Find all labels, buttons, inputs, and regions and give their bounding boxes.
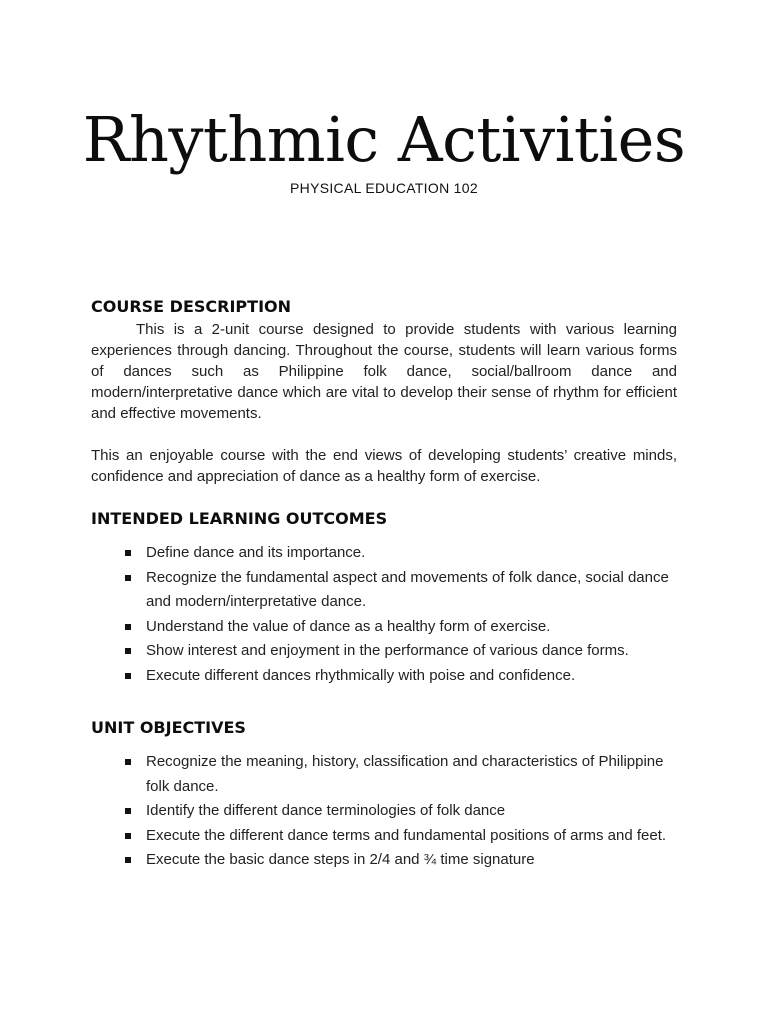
square-bullet-icon (125, 550, 131, 556)
document-body (91, 295, 677, 873)
course-description-heading: COURSE DESCRIPTION (91, 297, 292, 316)
list-item-text: Execute different dances rhythmically with poise and confidence. (146, 666, 576, 684)
list-item (91, 615, 677, 640)
square-bullet-icon (125, 648, 131, 654)
unit-objectives-section (91, 716, 677, 873)
square-bullet-icon (125, 673, 131, 679)
list-item (91, 848, 677, 873)
list-item (91, 750, 677, 799)
unit-objectives-heading: UNIT OBJECTIVES (91, 718, 246, 737)
list-item-text: Identify the different dance terminologies of folk dance (146, 802, 506, 819)
list-item-text: Understand the value of dance as a healthy form of exercise. (146, 617, 551, 635)
square-bullet-icon (125, 624, 131, 630)
unit-objectives-list (91, 750, 677, 873)
learning-outcomes-heading: INTENDED LEARNING OUTCOMES (91, 509, 388, 528)
list-item-text: Execute the basic dance steps in 2/4 and ¾ time signature (146, 851, 535, 868)
list-item-text: Show interest and enjoyment in the performance of various dance forms. (146, 642, 629, 659)
square-bullet-icon (125, 759, 131, 765)
course-description-section (91, 295, 677, 487)
square-bullet-icon (125, 575, 131, 581)
list-item (91, 799, 677, 824)
list-item-text: Execute the different dance terms and fundamental positions of arms and feet. (146, 826, 667, 844)
document-subtitle: PHYSICAL EDUCATION 102 (290, 180, 478, 196)
square-bullet-icon (125, 857, 131, 863)
list-item (91, 541, 677, 566)
list-item (91, 824, 677, 849)
course-description-paragraph-1: This is a 2-unit course designed to provide students with various learning experiences through dancing. Throughout the course, students will learn various forms of dances such as Philippine folk dance, social/ballroom dance and modern/interpretative dance which are vital to develop their sense of rhythm for efficient and effective movements. (91, 321, 677, 422)
square-bullet-icon (125, 808, 131, 814)
learning-outcomes-list (91, 541, 677, 688)
list-item (91, 566, 677, 615)
list-item (91, 639, 677, 664)
list-item (91, 664, 677, 689)
learning-outcomes-section (91, 507, 677, 688)
document-title: Rhythmic Activities (82, 103, 686, 176)
list-item-text: Recognize the meaning, history, classification and characteristics of Philippine folk dance. (146, 753, 664, 795)
list-item-text: Define dance and its importance. (146, 544, 366, 561)
square-bullet-icon (125, 833, 131, 839)
course-description-paragraph-2: This an enjoyable course with the end views of developing students’ creative minds, confidence and appreciation of dance as a healthy form of exercise. (91, 447, 677, 485)
list-item-text: Recognize the fundamental aspect and movements of folk dance, social dance and modern/interpretative dance. (146, 568, 669, 610)
